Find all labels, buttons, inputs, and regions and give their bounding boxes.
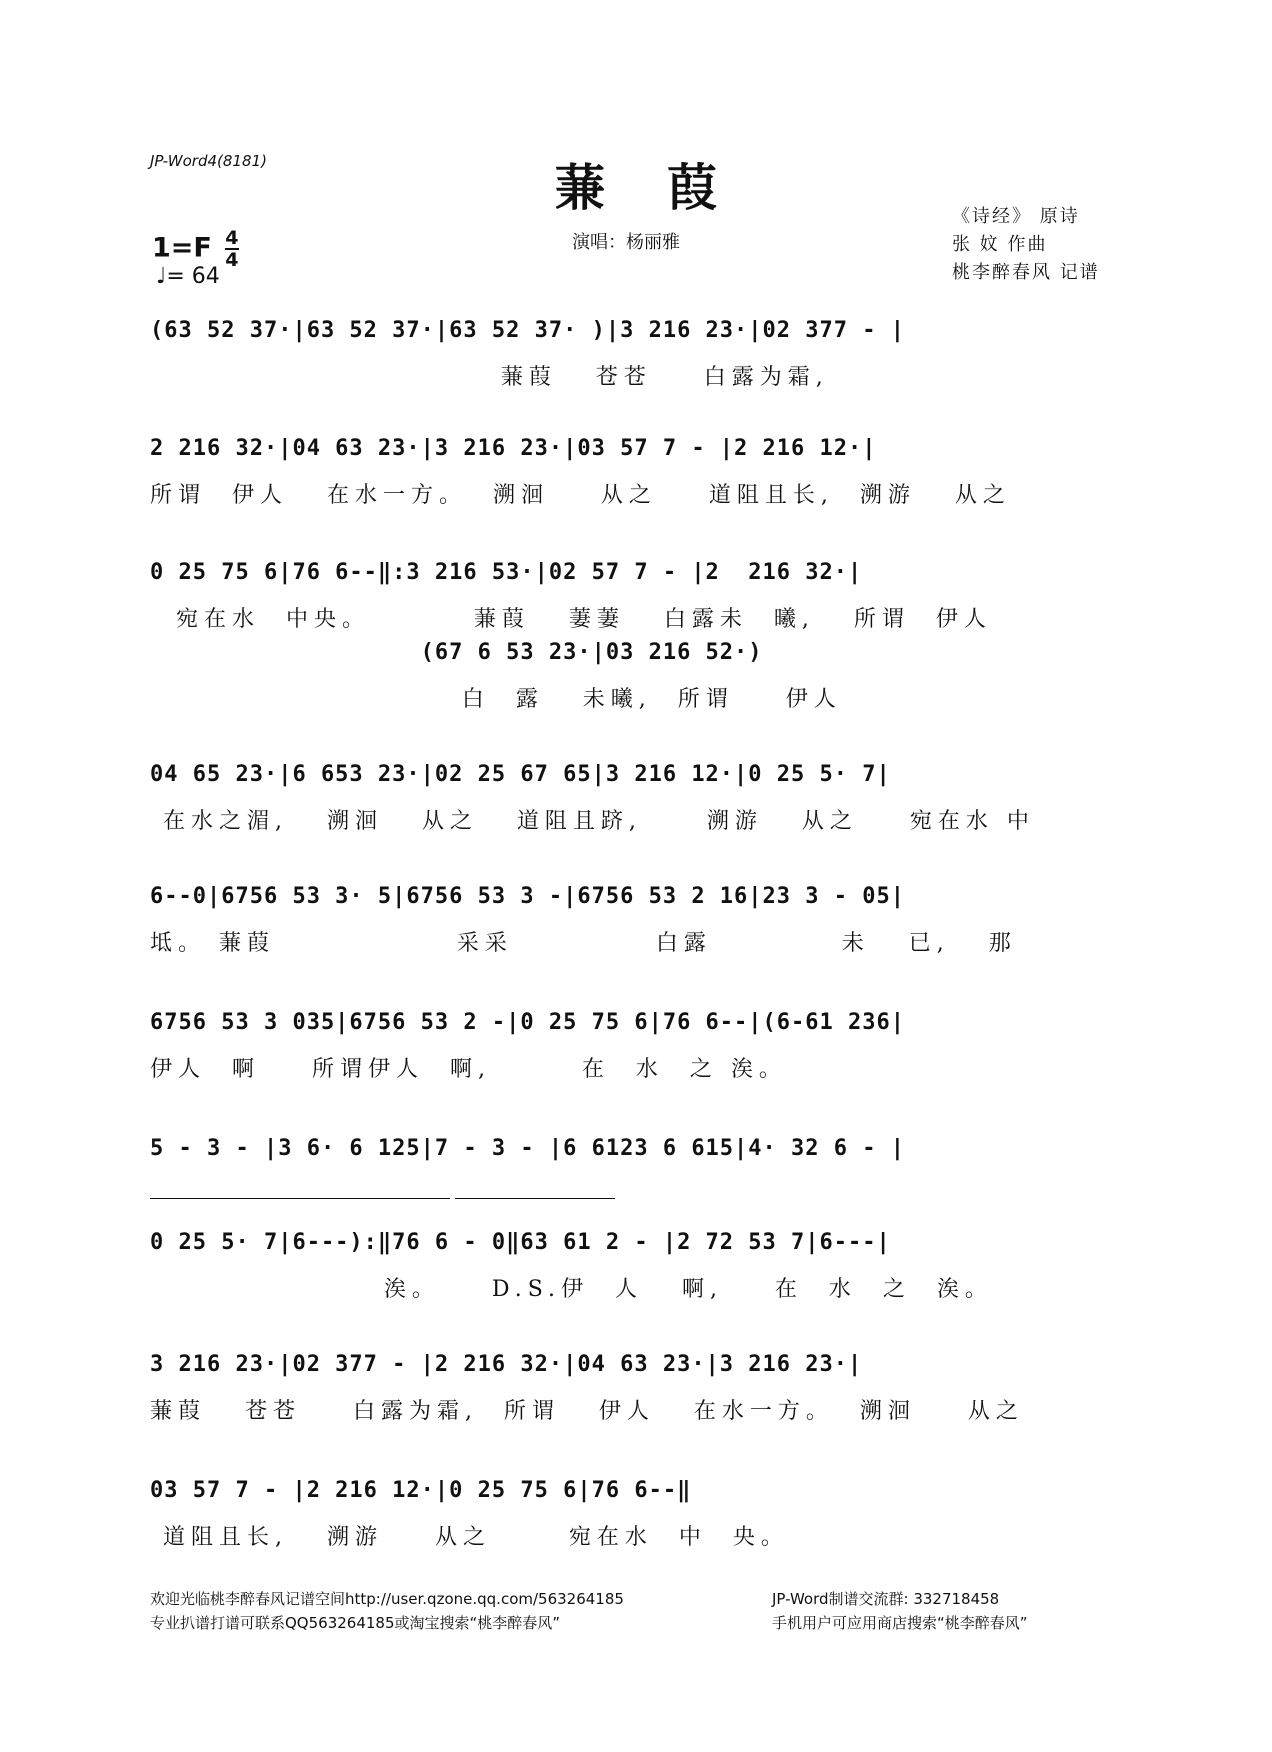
score-row-10-notes: 03 57 7 - |2 216 12·|0 25 75 6|76 6--‖ bbox=[150, 1478, 692, 1503]
score-row-2-notes: 2 216 32·|04 63 23·|3 216 23·|03 57 7 - |2 216 12·| bbox=[150, 436, 877, 461]
time-denominator: 4 bbox=[225, 249, 239, 271]
footer-line-2-right: 手机用户可应用商店搜索“桃李醉春风” bbox=[772, 1614, 1028, 1632]
volta-2-bracket bbox=[455, 1198, 615, 1199]
volta-1-bracket bbox=[150, 1198, 450, 1199]
score-row-6-lyrics: 伊人 啊 所谓伊人 啊, 在 水 之 涘。 bbox=[150, 1057, 787, 1082]
score-row-5-lyrics: 坻。 蒹葭 采采 白露 未 已, 那 bbox=[150, 931, 1017, 956]
score-row-3-alt-lyrics: 白 露 未曦, 所谓 伊人 bbox=[150, 687, 842, 712]
lyricist-credit: 《诗经》 原诗 bbox=[952, 206, 1080, 227]
transcriber-credit: 桃李醉春风 记谱 bbox=[952, 262, 1100, 283]
composer-credit: 张 妏 作曲 bbox=[952, 234, 1048, 255]
time-numerator: 4 bbox=[225, 227, 239, 249]
score-row-2-lyrics: 所谓 伊人 在水一方。 溯洄 从之 道阻且长, 溯游 从之 bbox=[150, 483, 1011, 508]
score-row-8-notes: 0 25 5· 7|6---):‖76 6 - 0‖63 61 2 - |2 72 53 7|6---| bbox=[150, 1230, 891, 1255]
key-label: 1=F bbox=[152, 232, 212, 264]
score-row-10-lyrics: 道阻且长, 溯游 从之 宛在水 中 央。 bbox=[150, 1525, 789, 1550]
score-row-1-notes: (63 52 37·|63 52 37·|63 52 37· )|3 216 23·|02 377 - | bbox=[150, 318, 905, 343]
score-row-3-lyrics: 宛在水 中央。 蒹葭 萋萋 白露未 曦, 所谓 伊人 bbox=[150, 607, 992, 632]
score-row-4-notes: 04 65 23·|6 653 23·|02 25 67 65|3 216 12·|0 25 5· 7| bbox=[150, 762, 891, 787]
score-row-3-notes: 0 25 75 6|76 6--‖:3 216 53·|02 57 7 - |2 216 32·| bbox=[150, 560, 863, 585]
score-row-1-lyrics: 蒹葭 苍苍 白露为霜, bbox=[150, 365, 829, 390]
score-row-9-notes: 3 216 23·|02 377 - |2 216 32·|04 63 23·|3 216 23·| bbox=[150, 1352, 863, 1377]
score-row-3-alt-notes: (67 6 53 23·|03 216 52·) bbox=[150, 640, 763, 665]
tempo-mark: ♩= 64 bbox=[156, 264, 220, 289]
score-row-6-notes: 6756 53 3 035|6756 53 2 -|0 25 75 6|76 6--|(6-61 236| bbox=[150, 1010, 905, 1035]
time-signature bbox=[225, 228, 238, 270]
singer-credit: 演唱：杨丽雅 bbox=[572, 232, 680, 253]
score-row-9-lyrics: 蒹葭 苍苍 白露为霜, 所谓 伊人 在水一方。 溯洄 从之 bbox=[150, 1399, 1024, 1424]
song-title: 蒹葭 bbox=[555, 158, 779, 217]
footer-line-1-left: 欢迎光临桃李醉春风记谱空间http://user.qzone.qq.com/563264185 bbox=[150, 1590, 624, 1608]
footer-line-1-right: JP-Word制谱交流群: 332718458 bbox=[772, 1590, 1000, 1608]
score-row-7-notes: 5 - 3 - |3 6· 6 125|7 - 3 - |6 6123 6 615|4· 32 6 - | bbox=[150, 1136, 905, 1161]
score-row-4-lyrics: 在水之湄, 溯洄 从之 道阻且跻, 溯游 从之 宛在水 中 bbox=[150, 809, 1035, 834]
footer-line-2-left: 专业扒谱打谱可联系QQ563264185或淘宝搜索“桃李醉春风” bbox=[150, 1614, 561, 1632]
software-tag: JP-Word4(8181) bbox=[150, 152, 267, 170]
score-row-8-lyrics: 涘。 D.S.伊 人 啊, 在 水 之 涘。 bbox=[150, 1277, 993, 1302]
score-row-5-notes: 6--0|6756 53 3· 5|6756 53 3 -|6756 53 2 16|23 3 - 05| bbox=[150, 884, 905, 909]
